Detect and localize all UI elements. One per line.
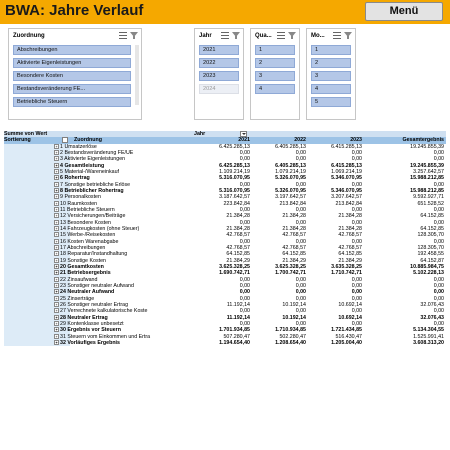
value-2022: 64.152,85 [282, 251, 306, 258]
value-2023: 0,00 [351, 149, 362, 156]
row-label: Neutraler Ertrag [67, 314, 108, 321]
value-2021: 0,00 [239, 282, 250, 289]
pivot-table [4, 131, 446, 346]
multi-select-icon[interactable] [277, 32, 285, 39]
value-total: 64.152,87 [420, 257, 444, 264]
value-2021: 11.192,14 [226, 314, 250, 321]
value-2023: 10.692,14 [338, 314, 362, 321]
expand-icon[interactable]: + [55, 333, 58, 339]
expand-icon[interactable]: + [55, 339, 58, 345]
row-label: Gesamtleistung [64, 162, 105, 169]
expand-icon[interactable]: + [55, 270, 58, 276]
row-number: 19 [60, 257, 66, 264]
row-label: Werbe-/Reisekosten [67, 232, 116, 239]
value-2021: 0,00 [239, 156, 250, 163]
value-2023: 0,00 [351, 320, 362, 327]
zuordnung-header[interactable]: Zuordnung [74, 137, 102, 144]
slicer-zuordnung [8, 28, 142, 120]
page-title: BWA: Jahre Verlauf [5, 2, 144, 19]
row-number: 7 [60, 181, 63, 188]
value-2021: 0,00 [239, 149, 250, 156]
value-2022: 1.208.654,40 [275, 339, 306, 346]
value-total: 0,00 [433, 181, 444, 188]
row-number: 3 [60, 156, 63, 163]
value-2022: 0,00 [295, 238, 306, 245]
value-2022: 6.405.285,13 [275, 143, 306, 150]
expand-icon[interactable]: + [55, 181, 58, 187]
value-total: 1.525.991,41 [413, 333, 444, 340]
value-2023: 0,00 [351, 206, 362, 213]
value-2021: 42.768,57 [226, 232, 250, 239]
value-2023: 213.842,84 [335, 200, 362, 207]
value-2022: 10.192,14 [282, 314, 306, 321]
value-2023: 0,00 [351, 276, 362, 283]
value-2022: 42.768,57 [282, 244, 306, 251]
value-2023: 3.207.642,57 [331, 194, 362, 201]
row-number: 13 [60, 219, 66, 226]
value-2023: 5.346.070,95 [331, 175, 362, 182]
row-label: Neutraler Aufwand [67, 289, 115, 296]
expand-icon[interactable]: + [55, 194, 58, 200]
row-number: 5 [60, 168, 63, 175]
expand-icon[interactable]: + [55, 244, 58, 250]
expand-icon[interactable]: + [55, 187, 58, 193]
year-header-2023: 2023 [350, 137, 362, 144]
value-total: 0,00 [433, 282, 444, 289]
row-label: Ergebnis vor Steuern [67, 327, 121, 334]
multi-select-icon[interactable] [119, 32, 127, 39]
value-2022: 0,00 [295, 206, 306, 213]
row-number: 20 [60, 263, 66, 270]
value-2023: 10.692,14 [338, 301, 362, 308]
expand-icon[interactable]: + [55, 213, 58, 219]
expand-icon[interactable]: + [55, 257, 58, 263]
slicer-item[interactable]: Bestandsveränderung FE... [13, 84, 131, 94]
value-2023: 0,00 [351, 289, 362, 296]
expand-icon[interactable]: + [55, 206, 58, 212]
row-number: 25 [60, 295, 66, 302]
value-2021: 64.152,85 [226, 251, 250, 258]
slicer-item[interactable]: 3 [311, 71, 351, 81]
value-2021: 1.109.214,19 [219, 168, 250, 175]
value-total: 32.076,43 [420, 301, 444, 308]
slicer-item-2021[interactable]: 2021 [199, 45, 239, 55]
value-2021: 1.701.934,85 [219, 327, 250, 334]
row-number: 24 [60, 289, 66, 296]
value-2023: 64.152,85 [338, 251, 362, 258]
expand-icon[interactable]: + [55, 238, 58, 244]
value-2021: 0,00 [239, 181, 250, 188]
clear-filter-icon[interactable] [288, 32, 296, 39]
value-2023: 42.768,57 [338, 232, 362, 239]
expand-icon[interactable]: + [55, 200, 58, 206]
value-2023: 21.384,28 [338, 213, 362, 220]
value-2021: 5.316.070,95 [219, 187, 250, 194]
slicer-item-2022[interactable]: 2022 [199, 58, 239, 68]
expand-icon[interactable]: + [55, 219, 58, 225]
slicer-item[interactable]: Abschreibungen [13, 45, 131, 55]
row-label: Zinserträge [67, 295, 95, 302]
value-2023: 516.430,47 [335, 333, 362, 340]
row-label: Sonstiger neutraler Ertrag [67, 301, 129, 308]
expand-icon[interactable]: + [55, 225, 58, 231]
expand-icon[interactable]: + [55, 175, 58, 181]
total-header: Gesamtergebnis [402, 137, 444, 144]
value-2021: 223.842,84 [223, 200, 250, 207]
value-total: 0,00 [433, 308, 444, 315]
value-total: 15.988.212,85 [410, 175, 444, 182]
expand-icon[interactable]: + [55, 282, 58, 288]
expand-icon[interactable]: + [55, 143, 58, 149]
slicer-quartal [250, 28, 300, 120]
value-total: 0,00 [433, 289, 444, 296]
slicer-quartal-title: Qua... [255, 33, 272, 39]
row-number: 8 [60, 187, 63, 194]
value-2021: 507.280,47 [223, 333, 250, 340]
row-label: Abschreibungen [67, 244, 106, 251]
expand-icon[interactable]: + [55, 320, 58, 326]
row-number: 29 [60, 320, 66, 327]
row-number: 30 [60, 327, 66, 334]
value-2023: 21.384,28 [338, 225, 362, 232]
value-2022: 213.842,84 [279, 200, 306, 207]
row-label: Raumkosten [67, 200, 98, 207]
value-2022: 3.197.642,57 [275, 194, 306, 201]
value-2023: 21.384,29 [338, 257, 362, 264]
column-field-label: Jahr [194, 131, 206, 137]
value-2023: 0,00 [351, 238, 362, 245]
row-label: Fahrzeugkosten (ohne Steuer) [67, 225, 140, 232]
row-label: Sonstiger neutraler Aufwand [67, 282, 134, 289]
value-2022: 0,00 [295, 295, 306, 302]
value-2023: 0,00 [351, 156, 362, 163]
expand-icon[interactable]: + [55, 232, 58, 238]
value-total: 64.152,85 [420, 213, 444, 220]
slicer-item-2024[interactable]: 2024 [199, 84, 239, 94]
value-total: 64.152,85 [420, 225, 444, 232]
row-number: 6 [60, 175, 63, 182]
row-label: Sonstige betriebliche Erlöse [64, 181, 131, 188]
row-number: 23 [60, 282, 66, 289]
value-total: 128.305,70 [417, 244, 444, 251]
value-2022: 0,00 [295, 156, 306, 163]
expand-icon[interactable]: + [55, 263, 58, 269]
slicer-item[interactable]: 2 [311, 58, 351, 68]
value-total: 0,00 [433, 238, 444, 245]
value-2021: 0,00 [239, 295, 250, 302]
row-number: 18 [60, 251, 66, 258]
value-total: 5.134.304,55 [413, 327, 444, 334]
value-2021: 21.384,29 [226, 257, 250, 264]
value-2023: 0,00 [351, 219, 362, 226]
slicer-item[interactable]: Besondere Kosten [13, 71, 131, 81]
row-label: Steuern vom Einkommen und Ertra [67, 333, 151, 340]
row-label: Material-/Wareneinkauf [64, 168, 119, 175]
row-number: 16 [60, 238, 66, 245]
value-2022: 3.625.328,25 [275, 263, 306, 270]
row-label: Verrechnete kalkulatorische Koste [67, 308, 148, 315]
value-2022: 0,00 [295, 320, 306, 327]
value-2022: 6.405.285,13 [275, 162, 306, 169]
slicer-monat-title: Mo... [311, 33, 325, 39]
value-2022: 21.384,28 [282, 213, 306, 220]
clear-filter-icon[interactable] [232, 32, 240, 39]
value-total: 32.076,43 [420, 314, 444, 321]
value-total: 19.245.855,39 [410, 143, 444, 150]
value-total: 192.458,55 [417, 251, 444, 258]
value-2021: 42.768,57 [226, 244, 250, 251]
row-label: Kontenklasse unbesetzt [67, 320, 124, 327]
row-number: 4 [60, 162, 63, 169]
row-label: Betriebliche Steuern [66, 206, 115, 213]
row-label: Betriebsergebnis [67, 270, 111, 277]
value-2023: 42.768,57 [338, 244, 362, 251]
value-2022: 0,00 [295, 276, 306, 283]
expand-icon[interactable]: + [55, 168, 58, 174]
value-2021: 3.625.328,25 [219, 263, 250, 270]
value-2021: 0,00 [239, 206, 250, 213]
row-number: 11 [60, 206, 66, 213]
value-2022: 0,00 [295, 282, 306, 289]
row-number: 14 [60, 225, 66, 232]
slicer-item[interactable]: Aktivierte Eigenleistungen [13, 58, 131, 68]
value-total: 0,00 [433, 276, 444, 283]
multi-select-icon[interactable] [333, 32, 341, 39]
row-number: 28 [60, 314, 66, 321]
value-2021: 6.425.285,13 [219, 143, 250, 150]
clear-filter-icon[interactable] [344, 32, 352, 39]
expand-icon[interactable]: + [55, 149, 58, 155]
row-label: Bestandsveränderung FE/UE [64, 149, 134, 156]
column-filter-dropdown-icon[interactable] [240, 131, 247, 137]
row-label: Rohertrag [64, 175, 90, 182]
value-2021: 5.316.070,95 [219, 175, 250, 182]
clear-filter-icon[interactable] [130, 32, 138, 39]
expand-icon[interactable]: + [55, 251, 58, 257]
value-total: 0,00 [433, 156, 444, 163]
value-2022: 21.384,28 [282, 225, 306, 232]
value-total: 10.885.984,75 [410, 263, 444, 270]
value-2023: 1.205.004,40 [331, 339, 362, 346]
value-total: 15.988.212,85 [410, 187, 444, 194]
value-2021: 0,00 [239, 320, 250, 327]
expand-icon[interactable]: + [55, 308, 58, 314]
value-2021: 0,00 [239, 219, 250, 226]
slicer-item[interactable]: 4 [255, 84, 295, 94]
value-field-label: Summe von Wert [4, 131, 48, 137]
slicer-jahr-title: Jahr [199, 33, 212, 39]
value-2021: 21.384,28 [226, 225, 250, 232]
expand-icon[interactable]: + [55, 314, 58, 320]
slicer-item[interactable]: Betriebliche Steuern [13, 97, 131, 107]
expand-icon[interactable]: + [55, 327, 58, 333]
title-bar [0, 0, 450, 24]
value-2023: 1.069.214,19 [331, 168, 362, 175]
slicer-item[interactable]: 3 [255, 71, 295, 81]
value-2022: 21.384,29 [282, 257, 306, 264]
value-2023: 6.415.285,13 [331, 162, 362, 169]
value-2021: 0,00 [239, 289, 250, 296]
value-2023: 6.415.285,13 [331, 143, 362, 150]
row-number: 27 [60, 308, 66, 315]
row-label: Versicherungen/Beiträge [67, 213, 126, 220]
row-label: Aktivierte Eigenleistungen [64, 156, 126, 163]
value-2023: 3.635.328,25 [331, 263, 362, 270]
row-label: Betrieblicher Rohertrag [64, 187, 124, 194]
scrollbar[interactable] [135, 45, 139, 105]
row-number: 21 [60, 270, 66, 277]
year-header-2022: 2022 [294, 137, 306, 144]
value-total: 0,00 [433, 295, 444, 302]
value-2023: 0,00 [351, 181, 362, 188]
slicer-zuordnung-title: Zuordnung [13, 33, 45, 39]
value-2022: 0,00 [295, 308, 306, 315]
year-header-2021: 2021 [238, 137, 250, 144]
value-2023: 0,00 [351, 308, 362, 315]
value-2023: 1.710.742,71 [331, 270, 362, 277]
value-2021: 21.384,28 [226, 213, 250, 220]
sortierung-header[interactable]: Sortierung [4, 137, 31, 144]
row-label-cell[interactable] [54, 340, 204, 346]
value-total: 128.305,70 [417, 232, 444, 239]
slicer-item[interactable]: 5 [311, 97, 351, 107]
value-2022: 1.710.934,85 [275, 327, 306, 334]
row-label: Besondere Kosten [67, 219, 111, 226]
row-number: 31 [60, 333, 66, 340]
value-2021: 11.192,14 [226, 301, 250, 308]
row-number: 1 [60, 143, 63, 150]
value-2022: 502.280,47 [279, 333, 306, 340]
slicer-item[interactable]: 2 [255, 58, 295, 68]
row-label: Reparatur/Instandhaltung [67, 251, 128, 258]
value-2021: 1.690.742,71 [219, 270, 250, 277]
value-total: 5.102.228,13 [413, 270, 444, 277]
value-2021: 3.187.642,57 [219, 194, 250, 201]
slicer-jahr [194, 28, 244, 120]
value-2021: 1.194.654,40 [219, 339, 250, 346]
row-label: Personalkosten [64, 194, 101, 201]
value-2021: 0,00 [239, 238, 250, 245]
slicer-monat [306, 28, 356, 120]
row-number: 26 [60, 301, 66, 308]
value-2023: 1.721.434,85 [331, 327, 362, 334]
value-2022: 1.079.214,19 [275, 168, 306, 175]
row-number: 22 [60, 276, 66, 283]
value-2022: 1.700.742,71 [275, 270, 306, 277]
pivot-body [4, 144, 446, 347]
row-number: 2 [60, 149, 63, 156]
row-label: Vorläufiges Ergebnis [67, 339, 120, 346]
value-2022: 0,00 [295, 181, 306, 188]
expand-icon[interactable]: + [55, 295, 58, 301]
row-label: Gesamtkosten [67, 263, 104, 270]
slicer-item[interactable]: 1 [255, 45, 295, 55]
table-row [4, 340, 446, 346]
row-number: 32 [60, 339, 66, 346]
value-total: 0,00 [433, 320, 444, 327]
slicer-item[interactable]: 4 [311, 84, 351, 94]
slicer-item-2023[interactable]: 2023 [199, 71, 239, 81]
sort-filter-dropdown-icon[interactable] [62, 137, 68, 143]
value-total: 0,00 [433, 206, 444, 213]
value-2023: 0,00 [351, 295, 362, 302]
row-number: 17 [60, 244, 66, 251]
row-number: 15 [60, 232, 66, 239]
value-total: 9.592.927,71 [413, 194, 444, 201]
value-2023: 5.346.070,95 [331, 187, 362, 194]
value-2023: 0,00 [351, 282, 362, 289]
row-label: Zinsaufwand [67, 276, 98, 283]
value-2021: 6.425.285,13 [219, 162, 250, 169]
expand-icon[interactable]: + [55, 162, 58, 168]
slicer-item[interactable]: 1 [311, 45, 351, 55]
expand-icon[interactable]: + [55, 301, 58, 307]
expand-icon[interactable]: + [55, 276, 58, 282]
value-total: 19.245.855,39 [410, 162, 444, 169]
value-2021: 0,00 [239, 276, 250, 283]
expand-icon[interactable]: + [55, 156, 58, 162]
value-2022: 0,00 [295, 149, 306, 156]
value-total: 0,00 [433, 219, 444, 226]
value-2022: 10.192,14 [282, 301, 306, 308]
value-total: 3.257.642,57 [413, 168, 444, 175]
row-number: 9 [60, 194, 63, 201]
row-number: 10 [60, 200, 66, 207]
value-2022: 5.326.070,95 [275, 175, 306, 182]
row-label: Umsatzerlöse [64, 143, 97, 150]
value-total: 0,00 [433, 149, 444, 156]
value-2022: 5.326.070,95 [275, 187, 306, 194]
value-2022: 0,00 [295, 219, 306, 226]
menu-button[interactable]: Menü [365, 2, 443, 21]
value-2022: 42.768,57 [282, 232, 306, 239]
multi-select-icon[interactable] [221, 32, 229, 39]
value-2021: 0,00 [239, 308, 250, 315]
row-label: Sonstige Kosten [67, 257, 106, 264]
row-number: 12 [60, 213, 66, 220]
value-total: 3.608.313,20 [413, 339, 444, 346]
value-2022: 0,00 [295, 289, 306, 296]
value-total: 651.528,52 [417, 200, 444, 207]
row-label: Kosten Warenabgabe [67, 238, 119, 245]
expand-icon[interactable]: + [55, 289, 58, 295]
